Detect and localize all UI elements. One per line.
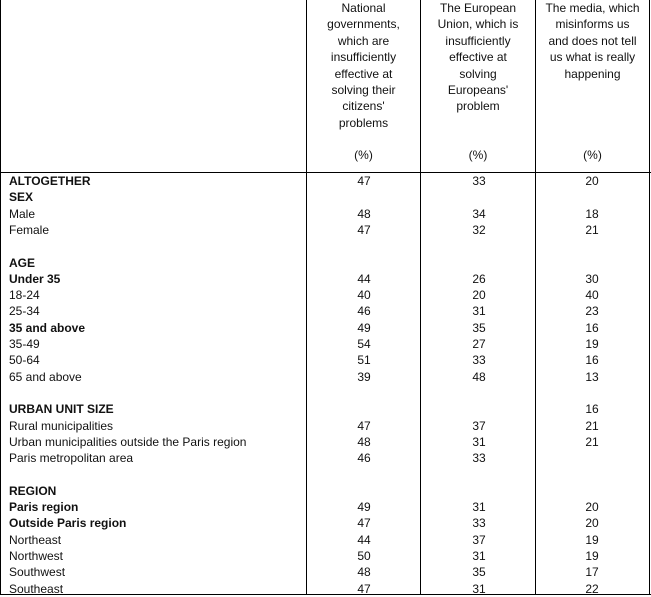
table-row [0,173,651,189]
cell-value: 47 [357,222,371,237]
cell-value: 18 [585,206,599,221]
table-row [0,369,651,385]
cell-value: 20 [585,516,599,531]
cell-value: 46 [357,304,371,319]
row-label: AGE [9,255,36,270]
cell-value: 21 [585,222,599,237]
cell-value: 20 [585,500,599,514]
table-row [0,255,651,271]
cell-value: 48 [472,369,486,384]
table-row [0,532,651,548]
cell-value: 49 [357,500,371,514]
table-row [0,336,651,352]
cell-value: 47 [357,516,371,531]
table-row [0,271,651,287]
row-label: Male [9,206,36,221]
cell-value: 33 [472,174,486,188]
table-row [0,548,651,564]
header-text: The media, which misinforms us and does not tell us what is really happening [545,1,640,81]
header-national-governments [307,0,420,172]
cell-value: 19 [585,337,599,351]
cell-value: 31 [472,581,486,596]
cell-value: 20 [585,174,599,188]
table-row [0,352,651,368]
cell-value: 48 [357,434,371,449]
cell-value: 46 [357,451,371,466]
row-label: Outside Paris region [9,516,127,531]
cell-value: 16 [585,353,599,368]
table-row [0,287,651,303]
cell-value: 35 [472,320,486,335]
cell-value: 33 [472,451,486,466]
header-text: The European Union, which is insufficiently effective at solving Europeans' problem [437,1,519,114]
row-label: Northwest [9,548,64,563]
cell-value: 16 [585,320,599,335]
row-label: 25-34 [9,304,40,319]
cell-value: 48 [357,565,371,580]
cell-value: 21 [585,418,599,433]
row-label: Northeast [9,532,62,547]
row-label: Rural municipalities [9,418,114,433]
table-row [0,466,651,482]
cell-value: 31 [472,548,486,563]
cell-value: 48 [357,206,371,221]
table-row [0,222,651,238]
row-label: Southeast [9,581,64,596]
row-label: 65 and above [9,369,82,384]
row-label: 35 and above [9,320,86,335]
table-row [0,450,651,466]
cell-value: 31 [472,500,486,514]
cell-value: 40 [357,288,371,303]
row-label: Female [9,222,50,237]
cell-value: 44 [357,271,371,286]
table-row [0,434,651,450]
table-row [0,483,651,499]
cell-value: 21 [585,434,599,449]
table-row [0,206,651,222]
cell-value: 32 [472,222,486,237]
cell-value: 17 [585,565,599,580]
cell-value: 34 [472,206,486,221]
table-row [0,238,651,254]
table-row [0,564,651,580]
table-row [0,499,651,515]
cell-value: 40 [585,288,599,303]
cell-value: 37 [472,532,486,547]
cell-value: 47 [357,174,371,188]
cell-value: 19 [585,548,599,563]
row-label: REGION [9,483,57,498]
row-label: Urban municipalities outside the Paris region [9,434,247,449]
cell-value: 49 [357,320,371,335]
cell-value: 51 [357,353,371,368]
cell-value: 47 [357,418,371,433]
row-label: 50-64 [9,353,40,368]
cell-value: 26 [472,271,486,286]
table-row [0,303,651,319]
table-row [0,515,651,531]
row-label: 35-49 [9,337,40,351]
cell-value: 35 [472,565,486,580]
cell-value: 50 [357,548,371,563]
cell-value: 23 [585,304,599,319]
row-label: URBAN UNIT SIZE [9,402,114,417]
cell-value: 22 [585,581,599,596]
header-unit: (%) [468,148,488,162]
header-unit: (%) [354,148,373,162]
row-label: Southwest [9,565,66,580]
cell-value: 47 [357,581,371,596]
cell-value: 33 [472,353,486,368]
table-row [0,320,651,336]
header-media [536,0,649,172]
header-text: National governments, which are insufficiently effective at solving their citizens' problems [327,1,400,130]
row-label: Paris region [9,500,79,514]
cell-value: 33 [472,516,486,531]
cell-value: 16 [585,402,599,417]
cell-value: 20 [472,288,486,303]
row-label: 18-24 [9,288,40,303]
table-row [0,581,651,597]
table-row [0,385,651,401]
cell-value: 54 [357,337,371,351]
cell-value: 44 [357,532,371,547]
row-label: SEX [9,190,34,205]
row-label: Under 35 [9,271,61,286]
cell-value: 19 [585,532,599,547]
header-european-union [421,0,535,172]
cell-value: 30 [585,271,599,286]
table-row [0,189,651,205]
cell-value: 13 [585,369,599,384]
table-row [0,418,651,434]
table-row [0,401,651,417]
cell-value: 31 [472,304,486,319]
row-label: ALTOGETHER [9,174,91,188]
cell-value: 37 [472,418,486,433]
row-label: Paris metropolitan area [9,451,134,466]
cell-value: 27 [472,337,486,351]
cell-value: 31 [472,434,486,449]
header-unit: (%) [583,148,602,162]
cell-value: 39 [357,369,371,384]
